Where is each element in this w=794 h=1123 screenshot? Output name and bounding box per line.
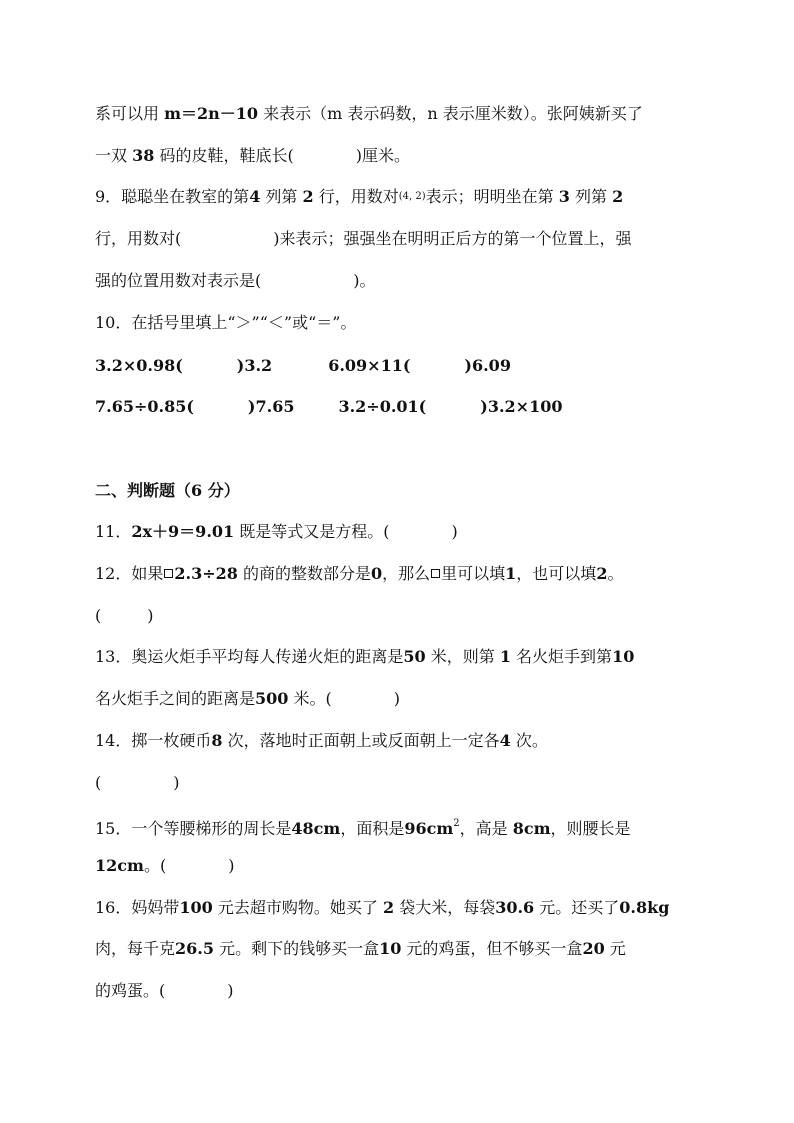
number: 38 — [132, 146, 155, 165]
text-segment: 的鸡蛋。( — [95, 981, 166, 1000]
number: 4 — [499, 731, 511, 750]
text-segment: ) — [393, 689, 401, 708]
text-segment: 次。 — [510, 731, 548, 750]
text-line — [95, 772, 714, 794]
text-segment: 米，则第 — [425, 647, 500, 666]
text-segment: 的商的整数部分是 — [237, 564, 371, 583]
square-box-icon — [164, 569, 173, 578]
number: 1 — [505, 564, 517, 583]
section-heading — [95, 480, 714, 502]
text-segment: 行，用数对( — [95, 229, 182, 248]
number: 2 — [302, 187, 314, 206]
text-segment: 元的鸡蛋，但不够买一盒 — [401, 939, 583, 958]
text-segment: ，面积是 — [340, 819, 405, 838]
question-9-line — [95, 186, 714, 208]
text-line — [95, 938, 714, 960]
superscript: 2 — [453, 818, 460, 829]
text-segment: 里可以填 — [441, 564, 506, 583]
text-segment: 16．妈妈带 — [95, 898, 180, 917]
number: 50 — [403, 647, 426, 666]
text-segment: ) — [173, 773, 180, 792]
number: 100 — [179, 898, 213, 917]
number: 10 — [612, 647, 635, 666]
text-line — [95, 980, 714, 1002]
text-segment: 表示；明明坐在第 — [425, 187, 559, 206]
text-line — [95, 228, 714, 250]
text-segment: 既是等式又是方程。( — [234, 522, 390, 541]
text-segment: 名火炬手到第 — [510, 647, 613, 666]
text-line — [95, 103, 714, 125]
text-line — [95, 688, 714, 710]
expression: 2.3÷28 — [174, 564, 238, 583]
comparison-row — [95, 396, 714, 418]
measure: 0.8kg — [619, 898, 670, 917]
expression: 3.2÷0.01( — [338, 397, 427, 416]
text-segment: 列第 — [260, 187, 303, 206]
question-14-line — [95, 730, 714, 752]
text-segment: 12．如果 — [95, 564, 164, 583]
text-segment: 次，落地时正面朝上或反面朝上一定各 — [222, 731, 500, 750]
number: 2 — [596, 564, 608, 583]
text-segment: 米。( — [288, 689, 332, 708]
number: 26.5 — [175, 939, 214, 958]
expression: 3.2×0.98( — [95, 356, 183, 375]
number: 2 — [612, 187, 624, 206]
text-segment: 强的位置用数对表示是( — [95, 271, 262, 290]
formula: m＝2n－10 — [164, 104, 259, 123]
square-box-icon — [431, 569, 440, 578]
text-segment: 。( — [143, 856, 167, 875]
text-segment: ( — [95, 606, 102, 625]
text-segment: 。 — [607, 564, 624, 583]
expression: )3.2 — [236, 356, 273, 375]
measure: 8cm — [512, 819, 551, 838]
text-segment: 10．在括号里填上“＞”“＜”或“＝”。 — [95, 313, 357, 332]
text-segment: 一双 — [95, 146, 133, 165]
text-segment: 名火炬手之间的距离是 — [95, 689, 256, 708]
text-segment: 码的皮鞋，鞋底长( — [154, 146, 294, 165]
text-line — [95, 145, 714, 167]
text-segment: 9．聪聪坐在教室的第 — [95, 187, 250, 206]
number: 10 — [379, 939, 402, 958]
text-segment: ，那么 — [382, 564, 431, 583]
heading-text: 二、判断题（6 分） — [95, 481, 240, 500]
measure: 96cm — [404, 819, 454, 838]
text-segment: 15．一个等腰梯形的周长是 — [95, 819, 292, 838]
text-segment: 元。还买了 — [534, 898, 620, 917]
expression: )6.09 — [464, 356, 511, 375]
question-15-line — [95, 813, 714, 840]
measure: 48cm — [291, 819, 341, 838]
number: 500 — [255, 689, 289, 708]
number-pair: (4, 2) — [398, 191, 426, 202]
number: 2 — [382, 898, 395, 917]
number: 4 — [249, 187, 261, 206]
number: 1 — [499, 647, 511, 666]
text-segment: )。 — [353, 271, 376, 290]
question-12-line — [95, 563, 714, 585]
question-10-line — [95, 312, 714, 334]
text-segment: 元。剩下的钱够买一盒 — [213, 939, 380, 958]
text-segment: 肉，每千克 — [95, 939, 176, 958]
number: 0 — [370, 564, 383, 583]
text-line — [95, 605, 714, 627]
question-16-line — [95, 897, 714, 919]
text-segment: 元 — [604, 939, 626, 958]
expression: 6.09×11( — [328, 356, 411, 375]
text-segment: ，则腰长是 — [550, 819, 631, 838]
expression: )7.65 — [247, 397, 295, 416]
text-segment: ，高是 — [459, 819, 513, 838]
text-segment: ) — [227, 981, 234, 1000]
number: 3 — [558, 187, 570, 206]
text-segment: 11． — [95, 522, 132, 541]
question-11-line — [95, 521, 714, 543]
formula: 2x＋9＝9.01 — [131, 522, 235, 541]
expression: )3.2×100 — [480, 397, 563, 416]
text-segment: 行，用数对 — [313, 187, 399, 206]
text-segment: 14．掷一枚硬币 — [95, 731, 212, 750]
text-line — [95, 855, 714, 877]
text-segment: ) — [147, 606, 154, 625]
text-line — [95, 270, 714, 292]
text-segment: 13．奥运火炬手平均每人传递火炬的距离是 — [95, 647, 404, 666]
number: 20 — [582, 939, 605, 958]
text-segment: ( — [95, 773, 102, 792]
text-segment: ) — [228, 856, 235, 875]
comparison-row — [95, 355, 714, 377]
number: 8 — [211, 731, 223, 750]
text-segment: 来表示（m 表示码数，n 表示厘米数）。张阿姨新买了 — [258, 104, 643, 123]
text-segment: 列第 — [569, 187, 613, 206]
text-segment: 系可以用 — [95, 104, 165, 123]
text-segment: ) — [451, 522, 458, 541]
text-segment: )来表示；强强坐在明明正后方的第一个位置上，强 — [273, 229, 632, 248]
number: 30.6 — [495, 898, 535, 917]
question-13-line — [95, 646, 714, 668]
text-segment: 袋大米，每袋 — [394, 898, 496, 917]
text-segment: ，也可以填 — [516, 564, 597, 583]
expression: 7.65÷0.85( — [95, 397, 194, 416]
text-segment: )厘米。 — [355, 146, 410, 165]
measure: 12cm — [95, 856, 144, 875]
text-segment: 元去超市购物。她买了 — [212, 898, 383, 917]
